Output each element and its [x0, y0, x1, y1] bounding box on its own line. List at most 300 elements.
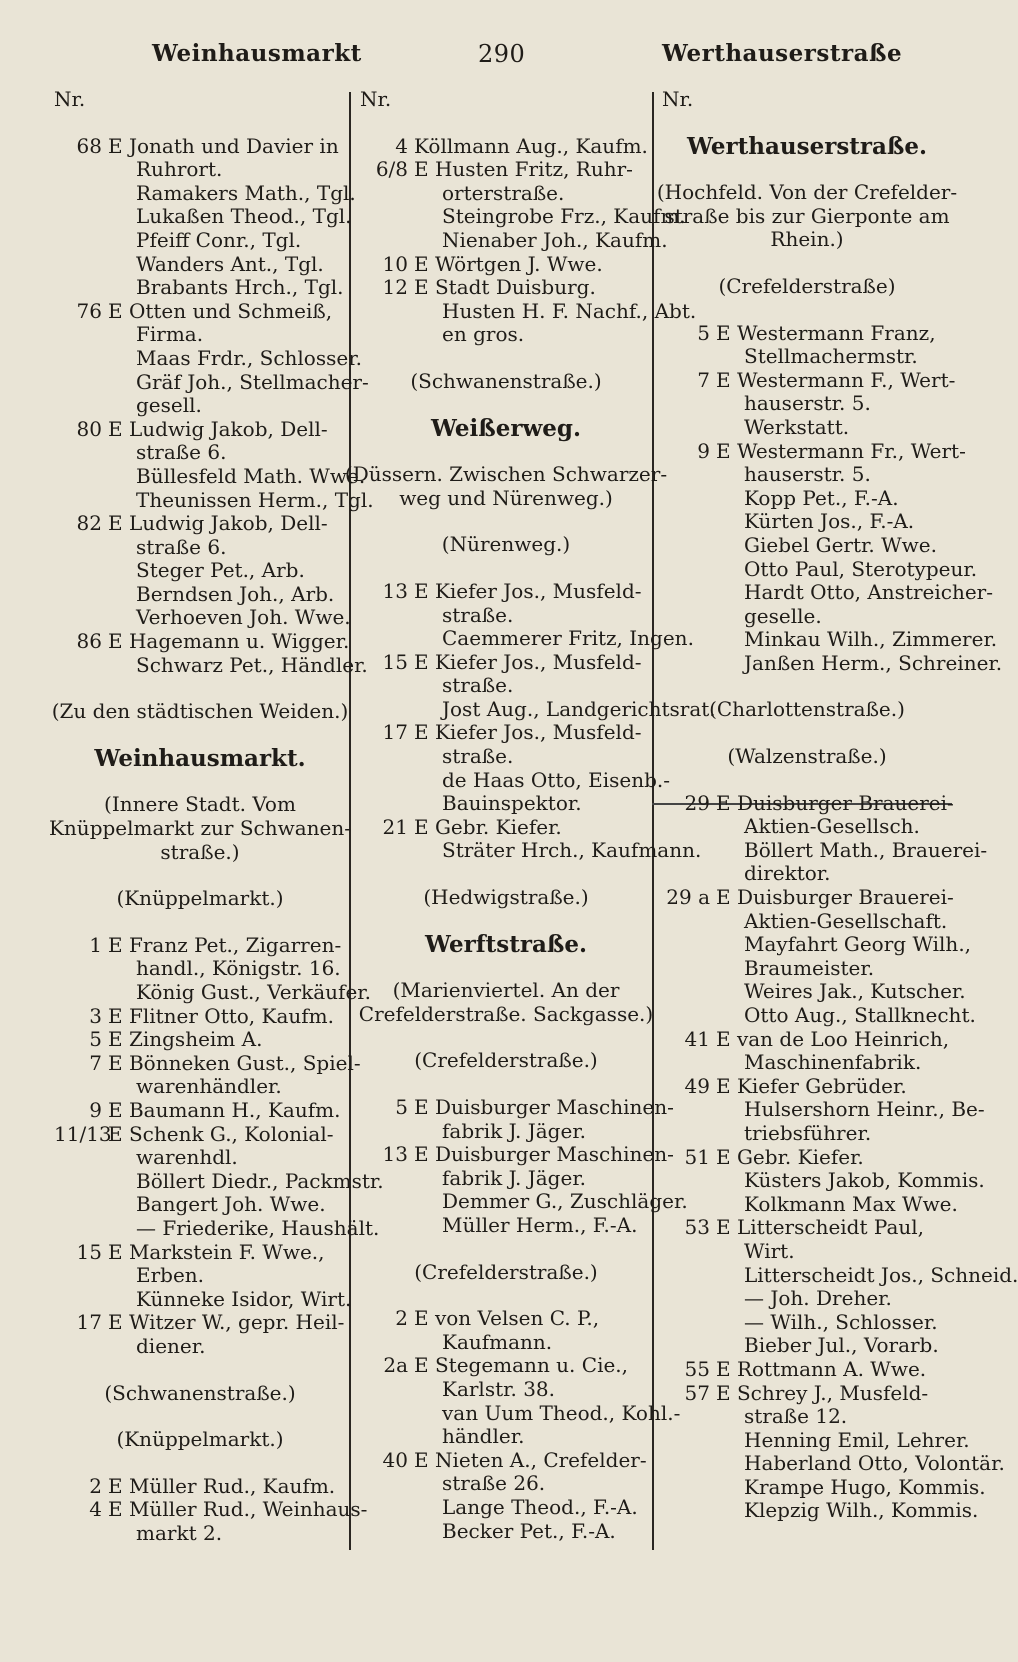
spacer	[54, 112, 346, 135]
line-text: E Duisburger Brauerei-	[716, 790, 954, 815]
line-text: de Haas Otto, Eisenb.-	[442, 767, 671, 792]
line-text: weg und Nürenweg.)	[399, 485, 613, 510]
line-text: (Knüppelmarkt.)	[116, 886, 284, 911]
line-text: Nr.	[360, 87, 392, 111]
section-note	[54, 793, 346, 817]
spacer	[360, 910, 652, 933]
line-text: Maas Frdr., Schlosser.	[136, 345, 362, 370]
house-entry	[54, 1497, 368, 1522]
number-column-label	[360, 88, 652, 112]
house-number: 17	[76, 1310, 102, 1335]
spacer	[360, 394, 652, 417]
entry-continuation	[662, 392, 952, 416]
line-text: (Crefelderstraße.)	[414, 1048, 598, 1073]
entry-continuation	[54, 441, 346, 465]
entry-continuation	[54, 1522, 346, 1546]
house-number: 17	[382, 720, 408, 745]
resident-entry	[662, 510, 952, 534]
house-number: 41	[684, 1026, 710, 1051]
resident-entry	[662, 1003, 976, 1028]
house-entry	[54, 1028, 346, 1052]
resident-entry	[662, 650, 1003, 676]
street-heading	[662, 132, 952, 160]
line-text: E Stadt Duisburg.	[414, 275, 596, 300]
resident-entry	[360, 626, 694, 651]
house-number: 55	[684, 1356, 710, 1381]
resident-entry	[662, 487, 952, 511]
line-text: E Baumann H., Kaufm.	[108, 1097, 341, 1122]
line-text: warenhdl.	[136, 1145, 238, 1170]
house-entry	[662, 1382, 952, 1406]
entry-continuation	[54, 1075, 346, 1099]
entry-continuation	[360, 1120, 652, 1144]
resident-entry	[54, 180, 356, 206]
line-text: E Westermann F., Wert-	[716, 367, 956, 392]
line-text: Wanders Ant., Tgl.	[136, 251, 324, 276]
line-text: — Friederike, Haushält.	[136, 1215, 380, 1240]
line-text: E Ludwig Jakob, Dell-	[108, 511, 328, 536]
line-text: diener.	[136, 1333, 206, 1358]
house-entry	[360, 1142, 674, 1167]
house-number: 5	[395, 1095, 408, 1119]
entry-continuation	[662, 1405, 952, 1429]
line-text: E van de Loo Heinrich,	[716, 1026, 950, 1051]
entry-continuation	[54, 1335, 346, 1359]
house-number: 51	[684, 1144, 710, 1169]
house-number: 29	[684, 790, 710, 815]
resident-entry	[360, 1214, 652, 1238]
house-entry	[662, 1146, 952, 1170]
line-text: Gräf Joh., Stellmacher-	[136, 369, 369, 394]
line-text: Klepzig Wilh., Kommis.	[744, 1498, 979, 1523]
entry-continuation	[54, 323, 346, 347]
line-text: E Duisburger Maschinen-	[414, 1095, 674, 1119]
spacer	[662, 722, 952, 745]
section-note	[51, 699, 349, 724]
spacer	[360, 1073, 652, 1096]
line-text: Demmer G., Zuschläger.	[442, 1189, 688, 1214]
entry-continuation	[662, 1051, 952, 1075]
line-text: Otto Paul, Sterotypeur.	[744, 556, 978, 581]
resident-entry	[360, 696, 716, 722]
section-note	[360, 1261, 652, 1285]
column-1	[48, 87, 384, 1545]
running-header-right: Werthauserstraße	[662, 40, 903, 67]
number-column-label	[54, 88, 346, 112]
line-text: — Wilh., Schlosser.	[744, 1309, 938, 1334]
section-note	[54, 887, 346, 911]
house-number: 15	[76, 1239, 102, 1264]
line-text: E Kiefer Jos., Musfeld-	[414, 649, 642, 674]
resident-entry	[662, 1097, 985, 1122]
section-note	[48, 816, 352, 841]
spacer	[662, 769, 952, 792]
house-number: 68	[76, 133, 102, 158]
line-text: Krampe Hugo, Kommis.	[744, 1474, 986, 1499]
spacer	[54, 770, 346, 793]
house-entry	[54, 934, 346, 958]
resident-entry	[662, 932, 972, 957]
entry-continuation	[662, 1122, 952, 1146]
line-text: Theunissen Herm., Tgl.	[136, 487, 374, 512]
house-entry	[360, 1095, 674, 1120]
house-number: 9	[89, 1097, 102, 1122]
line-text: Köllmann Aug., Kaufm.	[414, 133, 648, 158]
line-text: E Wörtgen J. Wwe.	[414, 251, 603, 276]
resident-entry	[54, 487, 374, 513]
resident-entry	[54, 253, 346, 277]
line-text: straße 6.	[136, 440, 227, 465]
entry-continuation	[662, 1240, 952, 1264]
line-text: Künneke Isidor, Wirt.	[136, 1286, 352, 1311]
entry-continuation	[360, 1167, 652, 1191]
line-text: (Nürenweg.)	[441, 532, 571, 557]
house-number: 13	[382, 1142, 408, 1167]
house-number: 40	[382, 1447, 408, 1472]
house-number: 11/13	[54, 1121, 112, 1146]
resident-entry	[54, 229, 346, 253]
house-number: 53	[684, 1215, 710, 1240]
line-text: König Gust., Verkäufer.	[136, 980, 371, 1004]
section-note	[360, 370, 652, 394]
entry-continuation	[662, 957, 952, 981]
line-text: Bauinspektor.	[442, 791, 582, 816]
line-text: en gros.	[442, 322, 525, 347]
spacer	[54, 677, 346, 700]
line-text: (Walzenstraße.)	[727, 744, 887, 769]
line-text: Schwarz Pet., Händler.	[136, 652, 368, 677]
line-text: E Westermann Franz,	[716, 320, 936, 345]
house-number: 3	[89, 1003, 102, 1028]
house-entry	[54, 629, 350, 654]
line-text: Wirt.	[744, 1238, 795, 1263]
line-text: Nienaber Joh., Kaufm.	[442, 227, 668, 252]
spacer	[662, 158, 952, 181]
line-text: Kaufmann.	[442, 1329, 553, 1354]
entry-continuation	[662, 605, 952, 629]
line-text: Braumeister.	[744, 955, 875, 980]
entry-continuation	[360, 792, 652, 816]
resident-entry	[54, 204, 352, 229]
spacer	[360, 510, 652, 533]
entry-continuation	[54, 957, 346, 981]
line-text: (Düssern. Zwischen Schwarzer-	[344, 462, 668, 487]
line-text: Böllert Diedr., Packmstr.	[136, 1168, 384, 1193]
line-text: Lange Theod., F.-A.	[442, 1494, 638, 1519]
resident-entry	[54, 1168, 384, 1194]
house-entry	[662, 367, 956, 393]
resident-entry	[360, 1520, 652, 1544]
line-text: hauserstr. 5.	[744, 462, 871, 487]
line-text: geselle.	[744, 603, 822, 628]
resident-entry	[662, 1427, 970, 1453]
house-number: 9	[697, 438, 710, 463]
line-text: Hardt Otto, Anstreicher-	[744, 580, 994, 605]
line-text: Weinhausmarkt.	[94, 744, 306, 772]
section-note	[54, 1382, 346, 1406]
line-text: Caemmerer Fritz, Ingen.	[442, 626, 694, 651]
resident-entry	[360, 767, 671, 793]
line-text: Lukaßen Theod., Tgl.	[136, 204, 352, 229]
line-text: Verhoeven Joh. Wwe.	[136, 605, 351, 630]
line-text: E Schenk G., Kolonial-	[108, 1121, 334, 1146]
house-entry	[360, 1307, 652, 1331]
entry-continuation	[54, 1146, 346, 1170]
line-text: E Stegemann u. Cie.,	[414, 1353, 629, 1378]
line-text: Brabants Hrch., Tgl.	[136, 275, 344, 300]
line-text: Minkau Wilh., Zimmerer.	[744, 627, 998, 652]
resident-entry	[662, 979, 966, 1004]
house-entry	[662, 1216, 952, 1240]
line-text: (Marienviertel. An der	[392, 978, 620, 1003]
line-text: Litterscheidt Jos., Schneid.	[744, 1262, 1018, 1287]
resident-entry	[662, 1474, 986, 1500]
line-text: Bieber Jul., Vorarb.	[744, 1333, 939, 1358]
entry-continuation	[360, 1472, 652, 1496]
line-text: straße.)	[160, 839, 240, 864]
resident-entry	[360, 838, 702, 863]
column-3	[656, 87, 1018, 1523]
resident-entry	[662, 556, 978, 582]
page-number: 290	[478, 40, 526, 68]
spacer	[54, 1359, 346, 1382]
house-entry	[662, 1358, 952, 1382]
line-text: E von Velsen C. P.,	[414, 1306, 600, 1331]
house-number: 82	[76, 511, 102, 536]
resident-entry	[360, 227, 668, 253]
line-text: Steingrobe Frz., Kaufm.	[442, 204, 686, 229]
house-number: 2	[395, 1306, 408, 1331]
line-text: (Crefelderstraße)	[718, 273, 896, 298]
entry-continuation	[54, 536, 346, 560]
house-entry	[360, 816, 652, 840]
resident-entry	[662, 1262, 1018, 1288]
line-text: Rhein.)	[770, 227, 844, 252]
line-text: Hulsershorn Heinr., Be-	[744, 1097, 985, 1122]
house-number: 15	[382, 649, 408, 674]
resident-entry	[662, 1311, 952, 1335]
entry-continuation	[662, 815, 952, 839]
section-note	[360, 1003, 652, 1027]
resident-entry	[54, 1193, 346, 1217]
line-text: direktor.	[744, 861, 831, 886]
house-entry	[54, 1005, 346, 1029]
line-text: E Ludwig Jakob, Dell-	[108, 416, 328, 441]
entry-continuation	[662, 910, 952, 934]
house-entry	[662, 438, 966, 464]
line-text: Maschinenfabrik.	[744, 1050, 922, 1075]
section-note	[360, 979, 652, 1003]
entry-continuation	[360, 604, 652, 628]
line-text: warenhändler.	[136, 1074, 282, 1099]
entry-continuation	[360, 674, 652, 698]
line-text: Bangert Joh. Wwe.	[136, 1192, 326, 1217]
house-entry	[54, 1311, 346, 1335]
spacer	[360, 440, 652, 463]
house-number: 76	[76, 298, 102, 323]
entry-continuation	[360, 323, 652, 347]
line-text: (Charlottenstraße.)	[709, 697, 905, 722]
line-text: Werftstraße.	[425, 930, 587, 958]
line-text: Nr.	[54, 87, 86, 111]
line-text: Werthauserstraße.	[686, 132, 928, 160]
line-text: Giebel Gertr. Wwe.	[744, 532, 937, 557]
house-number: 12	[382, 275, 408, 300]
resident-entry	[360, 1496, 652, 1520]
line-text: E Franz Pet., Zigarren-	[108, 932, 342, 957]
spacer	[360, 863, 652, 886]
line-text: Aktien-Gesellsch.	[744, 814, 920, 839]
house-number: 4	[89, 1497, 102, 1522]
house-number: 86	[76, 629, 102, 654]
line-text: E Hagemann u. Wigger.	[108, 629, 350, 654]
resident-entry	[54, 652, 368, 678]
line-text: (Knüppelmarkt.)	[116, 1427, 284, 1452]
line-text: E Westermann Fr., Wert-	[716, 438, 966, 463]
line-text: triebsführer.	[744, 1120, 872, 1145]
house-entry	[662, 322, 952, 346]
resident-entry	[360, 298, 697, 324]
house-number: 5	[89, 1027, 102, 1052]
section-note	[54, 841, 346, 865]
spacer	[662, 675, 952, 698]
entry-continuation	[360, 745, 652, 769]
house-number: 13	[382, 578, 408, 603]
resident-entry	[662, 534, 952, 558]
house-entry	[360, 1354, 652, 1378]
line-text: markt 2.	[136, 1520, 223, 1545]
house-number: 1	[89, 932, 102, 957]
house-number: 2	[89, 1473, 102, 1498]
line-text: E Jonath und Davier in	[108, 133, 339, 158]
entry-continuation	[662, 862, 952, 886]
section-note	[360, 533, 652, 557]
spacer	[54, 1405, 346, 1428]
entry-continuation	[54, 1264, 346, 1288]
house-entry	[662, 792, 952, 816]
house-entry	[360, 253, 652, 277]
line-text: E Duisburger Maschinen-	[414, 1142, 674, 1167]
section-note	[360, 886, 652, 910]
spacer	[662, 299, 952, 322]
house-number: 4	[395, 133, 408, 158]
line-text: Otto Aug., Stallknecht.	[744, 1003, 976, 1027]
line-text: E Flitner Otto, Kaufm.	[108, 1003, 334, 1028]
line-text: Haberland Otto, Volontär.	[744, 1451, 1005, 1476]
house-number: 7	[89, 1050, 102, 1075]
resident-entry	[662, 416, 952, 440]
line-text: Husten H. F. Nachf., Abt.	[442, 298, 697, 323]
house-entry	[54, 512, 346, 536]
line-text: Weires Jak., Kutscher.	[744, 979, 966, 1004]
entry-continuation	[360, 1331, 652, 1355]
section-note	[662, 745, 952, 769]
spacer	[360, 1026, 652, 1049]
line-text: Böllert Math., Brauerei-	[744, 837, 988, 862]
house-entry	[54, 135, 346, 159]
spacer	[662, 252, 952, 275]
line-text: Janßen Herm., Schreiner.	[744, 650, 1003, 675]
resident-entry	[360, 1400, 681, 1426]
entry-continuation	[360, 1425, 652, 1449]
house-entry	[360, 721, 652, 745]
line-text: fabrik J. Jäger.	[442, 1118, 587, 1143]
line-text: (Crefelderstraße.)	[414, 1259, 598, 1284]
entry-continuation	[360, 1378, 652, 1402]
resident-entry	[360, 204, 686, 229]
resident-entry	[662, 1191, 958, 1217]
line-text: Ruhrort.	[136, 157, 223, 182]
section-note	[662, 275, 952, 299]
house-entry	[360, 276, 652, 300]
house-entry	[54, 1123, 346, 1147]
resident-entry	[54, 1286, 352, 1312]
section-note	[656, 180, 958, 205]
spacer	[360, 1238, 652, 1261]
house-entry	[54, 300, 346, 324]
line-text: Crefelderstraße. Sackgasse.)	[358, 1001, 654, 1026]
resident-entry	[54, 605, 351, 630]
line-text: E Witzer W., gepr. Heil-	[108, 1310, 345, 1335]
house-entry	[54, 1241, 346, 1265]
running-header-left: Weinhausmarkt	[152, 40, 362, 67]
line-text: E Kiefer Jos., Musfeld-	[414, 578, 642, 603]
line-text: E Gebr. Kiefer.	[414, 814, 562, 839]
line-text: Müller Herm., F.-A.	[442, 1212, 638, 1237]
spacer	[360, 557, 652, 580]
line-text: gesell.	[136, 393, 202, 418]
spacer	[54, 911, 346, 934]
street-heading	[360, 930, 652, 958]
line-text: Werkstatt.	[744, 414, 850, 439]
line-text: Kürten Jos., F.-A.	[744, 509, 915, 534]
line-text: (Hedwigstraße.)	[423, 885, 589, 910]
street-heading	[360, 414, 652, 442]
line-text: E Nieten A., Crefelder-	[414, 1447, 647, 1472]
street-heading	[54, 744, 346, 772]
line-text: Büllesfeld Math. Wwe.	[136, 463, 366, 488]
line-text: (Hochfeld. Von der Crefelder-	[656, 180, 958, 205]
line-text: straße 12.	[744, 1404, 848, 1429]
resident-entry	[54, 980, 371, 1005]
line-text: E Duisburger Brauerei-	[716, 885, 954, 910]
house-number: 7	[697, 367, 710, 392]
line-text: Karlstr. 38.	[442, 1376, 556, 1401]
resident-entry	[54, 1215, 380, 1241]
line-text: straße bis zur Gierponte am	[664, 203, 950, 228]
line-text: E Litterscheidt Paul,	[716, 1215, 924, 1240]
resident-entry	[662, 837, 988, 863]
line-text: Nr.	[662, 87, 694, 111]
spacer	[54, 724, 346, 747]
spacer	[360, 347, 652, 370]
line-text: Steger Pet., Arb.	[136, 558, 305, 583]
line-text: (Innere Stadt. Vom	[104, 792, 296, 817]
house-number: 6/8	[375, 157, 408, 182]
line-text: Küsters Jakob, Kommis.	[744, 1168, 985, 1193]
house-entry	[360, 580, 652, 604]
section-note	[54, 1428, 346, 1452]
section-note	[662, 228, 952, 252]
line-text: Ramakers Math., Tgl.	[136, 180, 356, 205]
house-number: 49	[684, 1073, 710, 1098]
line-text: straße 26.	[442, 1471, 546, 1496]
resident-entry	[54, 345, 362, 371]
line-text: E Schrey J., Musfeld-	[716, 1380, 929, 1405]
line-text: Kolkmann Max Wwe.	[744, 1191, 958, 1216]
house-entry	[662, 886, 952, 910]
line-text: Pfeiff Conr., Tgl.	[136, 227, 302, 252]
